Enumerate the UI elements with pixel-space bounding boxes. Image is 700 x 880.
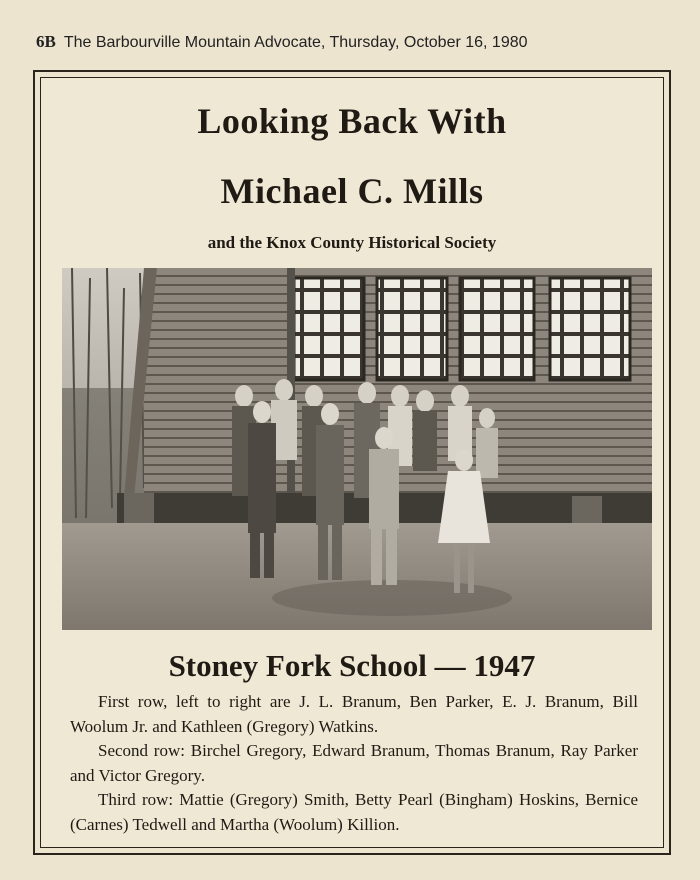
- newspaper-header: [36, 32, 676, 52]
- caption-title: Stoney Fork School — 1947: [168, 648, 536, 683]
- caption-third-row: Third row: Mattie (Gregory) Smith, Betty Pearl (Bingham) Hoskins, Bernice (Carnes) Tedwell and Martha (Woolum) Killion.: [70, 790, 638, 834]
- article-title-line-1: Looking Back With: [197, 101, 507, 141]
- dateline: The Barbourville Mountain Advocate, Thursday, October 16, 1980: [63, 34, 528, 51]
- page-number: 6B: [36, 32, 56, 51]
- caption-first-row: First row, left to right are J. L. Branum, Ben Parker, E. J. Branum, Bill Woolum Jr. and Kathleen (Gregory) Watkins.: [70, 692, 638, 736]
- school-class-photo: [62, 268, 652, 630]
- caption-second-row: Second row: Birchel Gregory, Edward Branum, Thomas Branum, Ray Parker and Victor Gregory.: [70, 741, 638, 785]
- article-title-line-2: Michael C. Mills: [220, 171, 484, 211]
- caption-text: [70, 690, 638, 837]
- article-subtitle: and the Knox County Historical Society: [207, 233, 497, 252]
